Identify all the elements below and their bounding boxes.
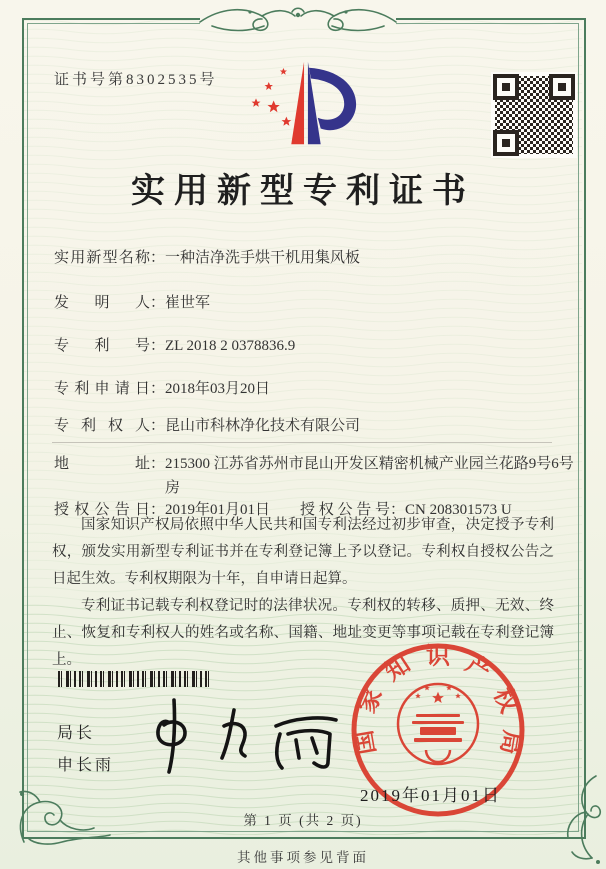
field-row-patent-number [54, 334, 295, 355]
section-divider [52, 442, 552, 443]
top-flourish-ornament [192, 2, 404, 38]
page-indicator: 第 1 页 (共 2 页) [243, 813, 363, 828]
field-row-name [54, 246, 360, 267]
field-label: 专利号 [54, 338, 150, 354]
legal-paragraph-2: 专利证书记载专利权登记时的法律状况。专利权的转移、质押、无效、终止、恢复和专利权人的姓名或名称、国籍、地址变更等事项记载在专利登记簿上。 [52, 598, 554, 668]
certificate-number: 证书号第8302535号 [54, 72, 218, 88]
grant-number-label: 授权公告号 [300, 502, 390, 518]
seal-ring-text: 国家知识产权局 [351, 643, 525, 757]
grant-date-value: 2019年01月01日 [165, 502, 271, 518]
field-row-inventor [54, 291, 210, 312]
barcode [58, 671, 210, 687]
colon: ： [390, 502, 406, 518]
colon: ： [150, 418, 166, 434]
field-label: 专利申请日 [54, 381, 150, 397]
certificate-title: 实用新型专利证书 [131, 173, 475, 210]
legal-paragraph-1: 国家知识产权局依照中华人民共和国专利法经过初步审查，决定授予专利权，颁发实用新型专利证书并在专利登记簿上予以登记。专利权自授权公告之日起生效。专利权期限为十年，自申请日起算。 [52, 517, 554, 587]
national-emblem [398, 684, 478, 764]
field-row-filing-date [54, 377, 270, 398]
colon: ： [150, 456, 166, 472]
seal-date: 2019年01月01日 [360, 786, 501, 805]
commissioner-block [57, 718, 114, 782]
colon: ： [150, 338, 166, 354]
colon: ： [150, 502, 166, 518]
field-value: 崔世军 [165, 295, 211, 311]
field-value: 2018年03月20日 [165, 381, 271, 397]
field-value: 一种洁净洗手烘干机用集风板 [165, 250, 361, 266]
field-label: 实用新型名称 [54, 250, 150, 266]
commissioner-name: 申长雨 [57, 757, 115, 774]
colon: ： [150, 250, 166, 266]
commissioner-role: 局长 [57, 725, 96, 742]
grant-date-label: 授权公告日 [54, 502, 150, 518]
back-side-note: 其他事项参见背面 [237, 850, 369, 865]
field-label: 地址 [54, 456, 150, 472]
field-row-patentee [54, 414, 360, 435]
field-value: ZL 2018 2 0378836.9 [165, 338, 296, 354]
colon: ： [150, 295, 166, 311]
field-row-address [54, 452, 585, 500]
commissioner-signature [138, 688, 348, 783]
qr-code [491, 72, 577, 158]
field-value: 昆山市科林净化技术有限公司 [165, 418, 361, 434]
field-value: 215300 江苏省苏州市昆山开发区精密机械产业园兰花路9号6号房 [165, 456, 574, 496]
cnipa-logo [246, 56, 364, 154]
field-label: 专利权人 [54, 418, 150, 434]
colon: ： [150, 381, 166, 397]
field-label: 发明人 [54, 295, 150, 311]
grant-number-value: CN 208301573 U [405, 502, 512, 518]
